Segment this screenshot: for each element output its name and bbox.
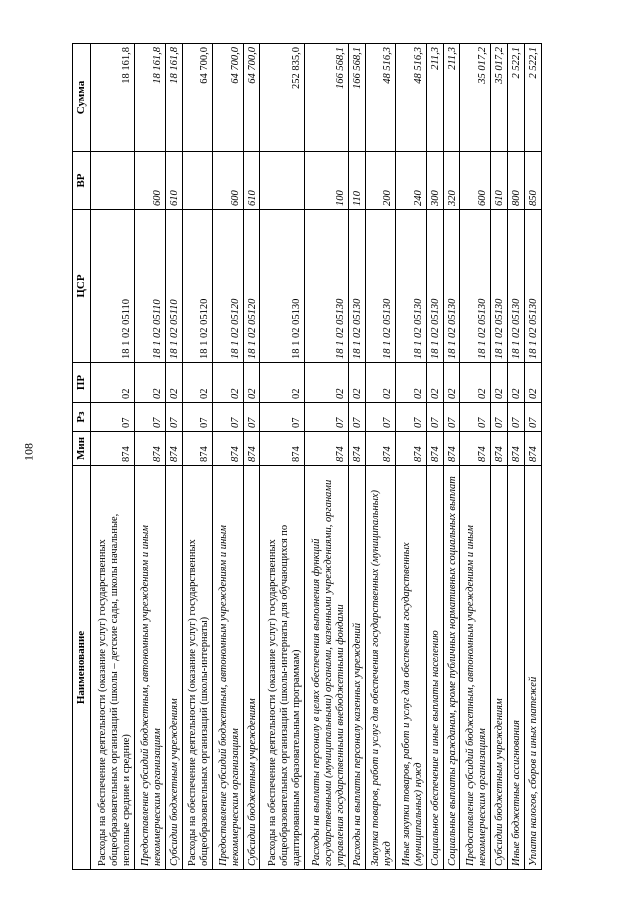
row-sum-cell: 64 700,0 — [243, 44, 260, 152]
table-row — [304, 44, 348, 870]
row-pr-cell: 02 — [135, 363, 166, 403]
row-name-cell: Уплата налогов, сборов и иных платежей — [524, 466, 541, 870]
row-pr-cell: 02 — [490, 363, 507, 403]
row-vr-cell: 300 — [426, 152, 443, 210]
table-row — [91, 44, 135, 870]
row-min-cell: 874 — [426, 432, 443, 466]
row-pr-cell: 02 — [304, 363, 348, 403]
row-sum-cell: 18 161,8 — [165, 44, 182, 152]
row-min-cell: 874 — [443, 432, 460, 466]
row-name-cell: Расходы на выплаты персоналу казенных учреждений — [348, 466, 365, 870]
row-csr-cell: 18 1 02 05110 — [135, 210, 166, 363]
row-sum-cell: 35 017,2 — [460, 44, 491, 152]
table-row — [135, 44, 166, 870]
row-sum-cell: 166 568,1 — [304, 44, 348, 152]
row-vr-cell: 110 — [348, 152, 365, 210]
header-sum: Сумма — [73, 44, 91, 152]
table-row — [260, 44, 304, 870]
row-pr-cell: 02 — [182, 363, 213, 403]
table-row — [213, 44, 244, 870]
table-row — [507, 44, 524, 870]
row-sum-cell: 2 522,1 — [524, 44, 541, 152]
row-rz-cell: 07 — [524, 403, 541, 432]
row-vr-cell: 610 — [243, 152, 260, 210]
row-csr-cell: 18 1 02 05130 — [460, 210, 491, 363]
table-row — [348, 44, 365, 870]
row-name-cell: Иные закупки товаров, работ и услуг для обеспечения государственных (муниципальных) нужд — [396, 466, 427, 870]
row-sum-cell: 211,3 — [443, 44, 460, 152]
row-min-cell: 874 — [243, 432, 260, 466]
row-vr-cell: 100 — [304, 152, 348, 210]
row-rz-cell: 07 — [260, 403, 304, 432]
row-csr-cell: 18 1 02 05110 — [165, 210, 182, 363]
row-csr-cell: 18 1 02 05130 — [304, 210, 348, 363]
row-sum-cell: 35 017,2 — [490, 44, 507, 152]
row-pr-cell: 02 — [260, 363, 304, 403]
row-name-cell: Предоставление субсидий бюджетным, автономным учреждениям и иным некоммерческим организациям — [135, 466, 166, 870]
table-row — [443, 44, 460, 870]
row-rz-cell: 07 — [460, 403, 491, 432]
rotated-table-frame — [72, 44, 542, 870]
row-min-cell: 874 — [507, 432, 524, 466]
row-sum-cell: 64 700,0 — [182, 44, 213, 152]
row-name-cell: Предоставление субсидий бюджетным, автономным учреждениям и иным некоммерческим организациям — [460, 466, 491, 870]
budget-table — [72, 43, 542, 870]
table-row — [524, 44, 541, 870]
row-vr-cell: 240 — [396, 152, 427, 210]
row-csr-cell: 18 1 02 05130 — [396, 210, 427, 363]
row-csr-cell: 18 1 02 05120 — [182, 210, 213, 363]
table-row — [396, 44, 427, 870]
row-csr-cell: 18 1 02 05120 — [243, 210, 260, 363]
table-row — [365, 44, 396, 870]
row-min-cell: 874 — [165, 432, 182, 466]
row-csr-cell: 18 1 02 05130 — [490, 210, 507, 363]
row-pr-cell: 02 — [524, 363, 541, 403]
row-csr-cell: 18 1 02 05130 — [365, 210, 396, 363]
row-vr-cell: 850 — [524, 152, 541, 210]
row-min-cell: 874 — [348, 432, 365, 466]
table-row — [243, 44, 260, 870]
row-min-cell: 874 — [304, 432, 348, 466]
row-sum-cell: 48 516,3 — [396, 44, 427, 152]
row-pr-cell: 02 — [460, 363, 491, 403]
row-csr-cell: 18 1 02 05130 — [426, 210, 443, 363]
row-vr-cell: 600 — [213, 152, 244, 210]
header-pr: ПР — [73, 363, 91, 403]
row-vr-cell — [182, 152, 213, 210]
row-min-cell: 874 — [260, 432, 304, 466]
row-sum-cell: 166 568,1 — [348, 44, 365, 152]
row-name-cell: Расходы на обеспечение деятельности (оказание услуг) государственных общеобразовательных организаций (школы-интернаты для обучающихся по адаптированным образовательным программам) — [260, 466, 304, 870]
row-sum-cell: 252 835,0 — [260, 44, 304, 152]
row-rz-cell: 07 — [304, 403, 348, 432]
row-rz-cell: 07 — [243, 403, 260, 432]
row-vr-cell — [91, 152, 135, 210]
row-name-cell: Предоставление субсидий бюджетным, автономным учреждениям и иным некоммерческим организациям — [213, 466, 244, 870]
row-min-cell: 874 — [460, 432, 491, 466]
row-csr-cell: 18 1 02 05130 — [348, 210, 365, 363]
row-name-cell: Социальное обеспечение и иные выплаты населению — [426, 466, 443, 870]
row-rz-cell: 07 — [365, 403, 396, 432]
row-csr-cell: 18 1 02 05110 — [91, 210, 135, 363]
table-row — [165, 44, 182, 870]
row-sum-cell: 48 516,3 — [365, 44, 396, 152]
row-rz-cell: 07 — [91, 403, 135, 432]
row-sum-cell: 18 161,8 — [135, 44, 166, 152]
row-rz-cell: 07 — [213, 403, 244, 432]
row-pr-cell: 02 — [443, 363, 460, 403]
row-pr-cell: 02 — [396, 363, 427, 403]
row-rz-cell: 07 — [443, 403, 460, 432]
row-csr-cell: 18 1 02 05130 — [443, 210, 460, 363]
row-vr-cell: 610 — [490, 152, 507, 210]
row-vr-cell: 320 — [443, 152, 460, 210]
row-vr-cell: 610 — [165, 152, 182, 210]
row-name-cell: Субсидии бюджетным учреждениям — [243, 466, 260, 870]
row-min-cell: 874 — [396, 432, 427, 466]
header-min: Мин — [73, 432, 91, 466]
row-csr-cell: 18 1 02 05130 — [524, 210, 541, 363]
header-vr: ВР — [73, 152, 91, 210]
table-body — [91, 44, 542, 870]
row-name-cell: Закупка товаров, работ и услуг для обеспечения государственных (муниципальных) нужд — [365, 466, 396, 870]
row-min-cell: 874 — [213, 432, 244, 466]
table-row — [490, 44, 507, 870]
row-rz-cell: 07 — [165, 403, 182, 432]
row-sum-cell: 2 522,1 — [507, 44, 524, 152]
row-pr-cell: 02 — [213, 363, 244, 403]
row-name-cell: Расходы на обеспечение деятельности (оказание услуг) государственных общеобразовательных организаций (школы – детские сады, школы начальные, неполные средние и средние) — [91, 466, 135, 870]
row-csr-cell: 18 1 02 05120 — [213, 210, 244, 363]
row-min-cell: 874 — [182, 432, 213, 466]
row-rz-cell: 07 — [490, 403, 507, 432]
row-min-cell: 874 — [524, 432, 541, 466]
table-row — [182, 44, 213, 870]
row-sum-cell: 18 161,8 — [91, 44, 135, 152]
table-header-row — [73, 44, 91, 870]
page-number: 108 — [21, 443, 36, 461]
row-vr-cell: 800 — [507, 152, 524, 210]
row-sum-cell: 211,3 — [426, 44, 443, 152]
row-pr-cell: 02 — [243, 363, 260, 403]
row-name-cell: Субсидии бюджетным учреждениям — [490, 466, 507, 870]
row-csr-cell: 18 1 02 05130 — [260, 210, 304, 363]
row-pr-cell: 02 — [365, 363, 396, 403]
row-csr-cell: 18 1 02 05130 — [507, 210, 524, 363]
row-rz-cell: 07 — [182, 403, 213, 432]
table-row — [460, 44, 491, 870]
row-min-cell: 874 — [490, 432, 507, 466]
row-rz-cell: 07 — [396, 403, 427, 432]
header-rz: Рз — [73, 403, 91, 432]
row-min-cell: 874 — [135, 432, 166, 466]
header-csr: ЦСР — [73, 210, 91, 363]
row-vr-cell: 600 — [135, 152, 166, 210]
row-name-cell: Иные бюджетные ассигнования — [507, 466, 524, 870]
row-min-cell: 874 — [91, 432, 135, 466]
row-name-cell: Расходы на выплаты персоналу в целях обеспечения выполнения функций государственными (муниципальными) органами, казенными учреждениями, органами управления государственными внебюджетными фондами — [304, 466, 348, 870]
row-pr-cell: 02 — [348, 363, 365, 403]
row-name-cell: Субсидии бюджетным учреждениям — [165, 466, 182, 870]
row-sum-cell: 64 700,0 — [213, 44, 244, 152]
row-pr-cell: 02 — [507, 363, 524, 403]
row-rz-cell: 07 — [426, 403, 443, 432]
row-name-cell: Социальные выплаты гражданам, кроме публичных нормативных социальных выплат — [443, 466, 460, 870]
row-vr-cell: 600 — [460, 152, 491, 210]
row-rz-cell: 07 — [507, 403, 524, 432]
row-vr-cell: 200 — [365, 152, 396, 210]
row-pr-cell: 02 — [91, 363, 135, 403]
row-pr-cell: 02 — [165, 363, 182, 403]
row-rz-cell: 07 — [348, 403, 365, 432]
row-vr-cell — [260, 152, 304, 210]
row-min-cell: 874 — [365, 432, 396, 466]
row-pr-cell: 02 — [426, 363, 443, 403]
row-name-cell: Расходы на обеспечение деятельности (оказание услуг) государственных общеобразовательных организаций (школы-интернаты) — [182, 466, 213, 870]
table-row — [426, 44, 443, 870]
header-name: Наименование — [73, 466, 91, 870]
row-rz-cell: 07 — [135, 403, 166, 432]
